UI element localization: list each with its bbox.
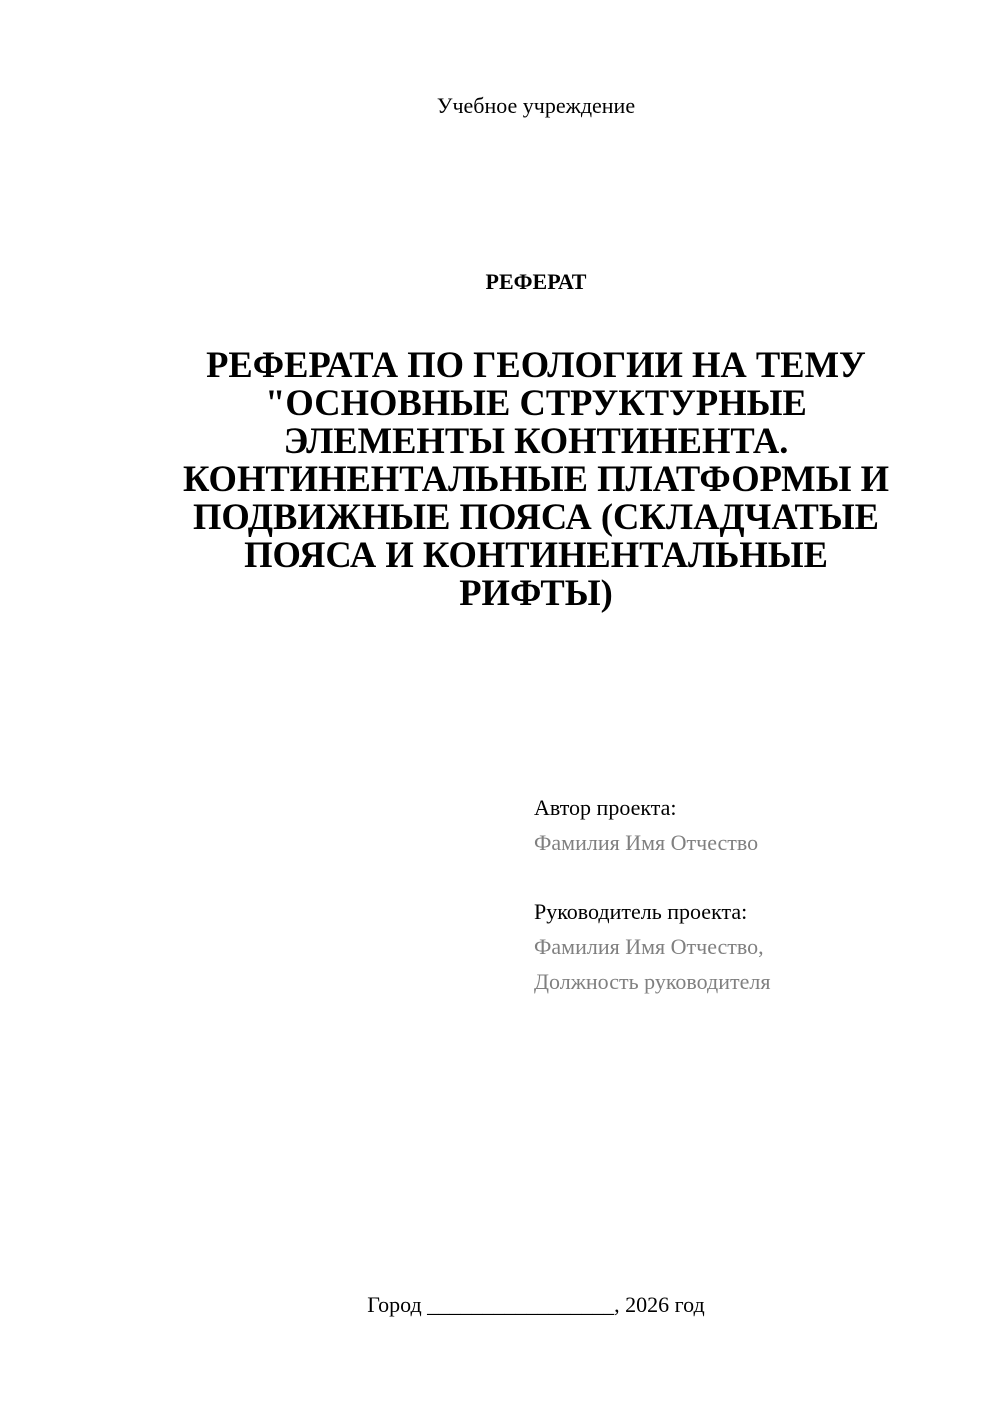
supervisor-position-placeholder: Должность руководителя bbox=[534, 969, 771, 994]
title-line: РЕФЕРАТА ПО ГЕОЛОГИИ НА ТЕМУ bbox=[206, 344, 866, 385]
title-line: ЭЛЕМЕНТЫ КОНТИНЕНТА. bbox=[283, 420, 789, 461]
supervisor-name-placeholder: Фамилия Имя Отчество, bbox=[534, 934, 764, 959]
title-line: ПОЯСА И КОНТИНЕНТАЛЬНЫЕ bbox=[244, 534, 828, 575]
author-label: Автор проекта: bbox=[534, 795, 677, 820]
title-line: ПОДВИЖНЫЕ ПОЯСА (СКЛАДЧАТЫЕ bbox=[192, 496, 880, 537]
supervisor-label: Руководитель проекта: bbox=[534, 899, 748, 924]
document-type: РЕФЕРАТ bbox=[485, 269, 587, 294]
city-year-line: Город _________________, 2026 год bbox=[367, 1292, 705, 1317]
document-title bbox=[160, 346, 912, 612]
credits-spacer bbox=[534, 860, 974, 894]
author-name-placeholder: Фамилия Имя Отчество bbox=[534, 830, 759, 855]
title-line: КОНТИНЕНТАЛЬНЫЕ ПЛАТФОРМЫ И bbox=[183, 458, 889, 499]
title-line: РИФТЫ) bbox=[459, 572, 613, 613]
institution-name: Учебное учреждение bbox=[436, 93, 636, 118]
credits-block bbox=[534, 790, 974, 999]
title-line: "ОСНОВНЫЕ СТРУКТУРНЫЕ bbox=[265, 382, 807, 423]
